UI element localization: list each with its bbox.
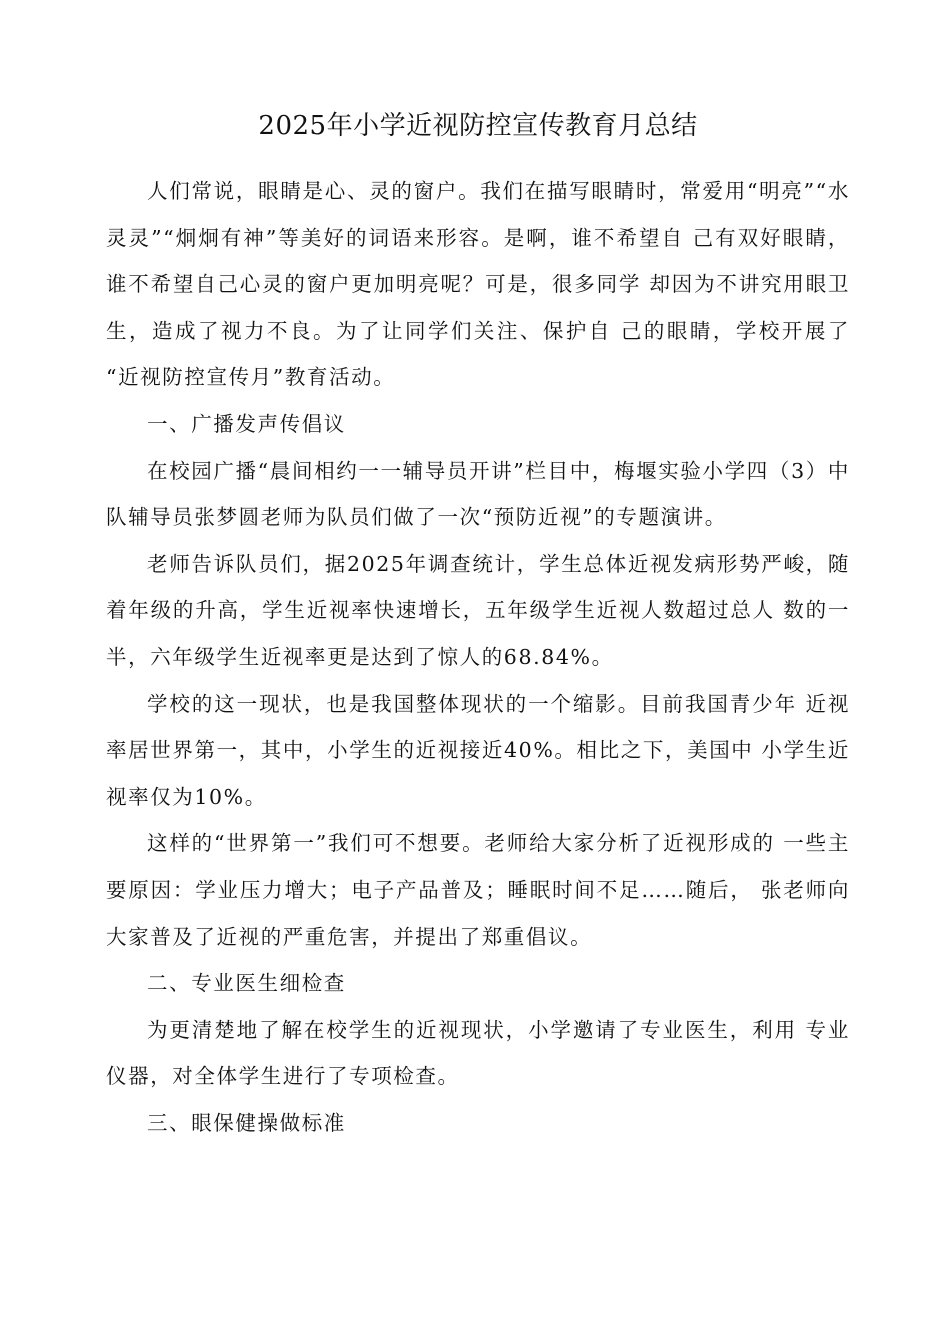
paragraph-eye-check: 为更清楚地了解在校学生的近视现状，小学邀请了专业医生，利用 专业仪器，对全体学生进行了专项检查。 [106, 1017, 850, 1089]
paragraph-broadcast-talk: 在校园广播“晨间相约一一辅导员开讲”栏目中，梅堰实验小学四（3）中队辅导员张梦圆老师为队员们做了一次“预防近视”的专题演讲。 [106, 458, 850, 530]
document-title: 2025年小学近视防控宣传教育月总结 [258, 111, 698, 141]
section-heading-eye-check: 二、专业医生细检查 [147, 971, 346, 996]
paragraph-national-situation: 学校的这一现状，也是我国整体现状的一个缩影。目前我国青少年 近视率居世界第一，其中，小学生的近视接近40%。相比之下，美国中 小学生近视率仅为10%。 [106, 691, 850, 809]
paragraph-intro: 人们常说，眼睛是心、灵的窗户。我们在描写眼睛时，常爱用“明亮”“水灵灵”“炯炯有神”等美好的词语来形容。是啊，谁不希望自 己有双好眼睛，谁不希望自己心灵的窗户更加明亮呢？可是，很多同学 却因为不讲究用眼卫生，造成了视力不良。为了让同学们关注、保护自 己的眼睛，学校开展了 “近视防控宣传月”教育活动。 [106, 179, 850, 390]
paragraph-causes: 这样的“世界第一”我们可不想要。老师给大家分析了近视形成的 一些主要原因：学业压力增大；电子产品普及；睡眠时间不足……随后， 张老师向大家普及了近视的严重危害，并提出了郑重倡议。 [106, 831, 850, 949]
section-heading-broadcast: 一、广播发声传倡议 [147, 411, 346, 436]
paragraph-survey-statistics: 老师告诉队员们，据2025年调查统计，学生总体近视发病形势严峻，随着年级的升高，学生近视率快速增长，五年级学生近视人数超过总人 数的一半，六年级学生近视率更是达到了惊人的68.84%。 [106, 551, 850, 669]
section-heading-eye-exercise: 三、眼保健操做标准 [147, 1110, 346, 1135]
